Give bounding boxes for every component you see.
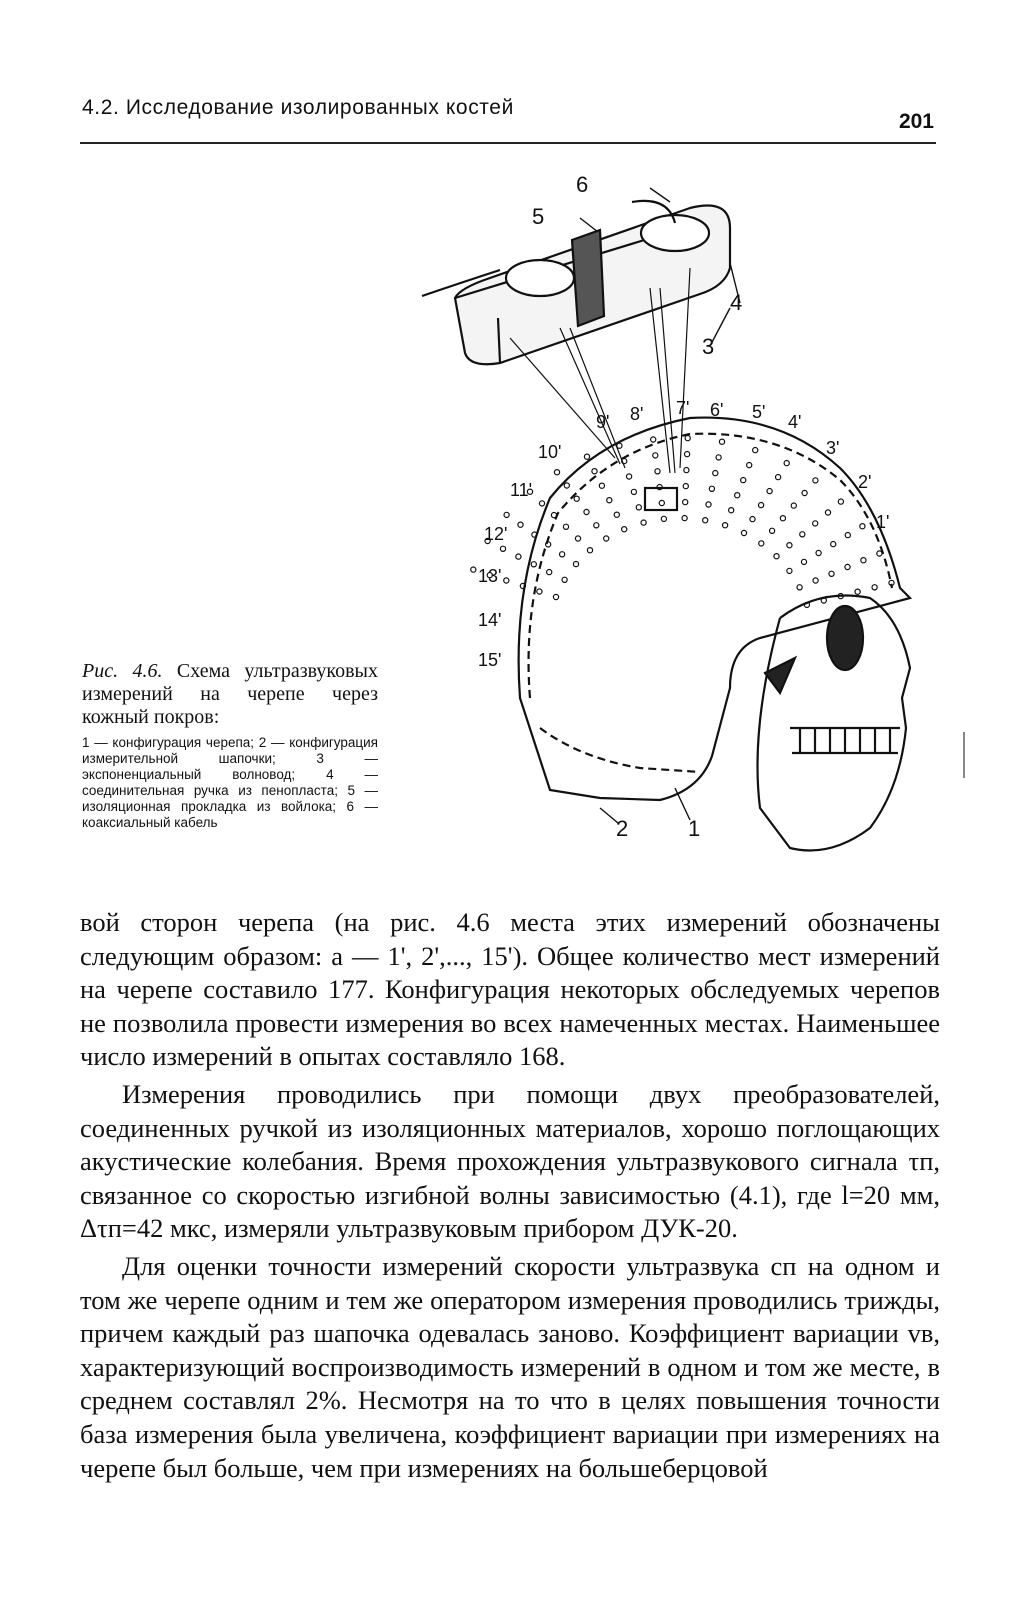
measurement-point: [627, 474, 632, 479]
measurement-point: [560, 552, 565, 557]
measurement-point: [539, 501, 544, 506]
measurement-point: [575, 536, 580, 541]
label-1p: 1': [876, 512, 890, 532]
callout-5: 5: [532, 204, 545, 229]
measurement-point: [860, 524, 865, 529]
measurement-point: [787, 543, 792, 548]
page-number: 201: [898, 110, 934, 133]
measurement-point: [831, 542, 836, 547]
measurement-point: [780, 516, 785, 521]
label-5p: 5': [752, 402, 766, 422]
measurement-point: [592, 469, 597, 474]
measurement-point: [564, 483, 569, 488]
eye-socket: [827, 606, 863, 670]
measurement-point: [573, 562, 578, 567]
label-15p: 15': [478, 650, 502, 670]
label-2p: 2': [858, 472, 872, 492]
measurement-point: [537, 589, 542, 594]
measurement-point: [636, 505, 641, 510]
measurement-point: [546, 542, 551, 547]
label-8p: 8': [630, 404, 644, 424]
skull-ultrasound-diagram: [400, 168, 960, 868]
measurement-point: [735, 493, 740, 498]
measurement-point: [653, 453, 658, 458]
skull-outline: [529, 434, 892, 772]
label-9p: 9': [596, 412, 610, 432]
measurement-point: [776, 475, 781, 480]
label-10p: 10': [538, 442, 562, 462]
measurement-point: [641, 520, 646, 525]
measurement-point: [709, 486, 714, 491]
measurement-point: [845, 564, 850, 569]
measurement-point: [750, 517, 755, 522]
label-4p: 4': [788, 412, 802, 432]
measurement-point: [753, 448, 758, 453]
measurement-point: [767, 489, 772, 494]
measurement-point: [797, 585, 802, 590]
measurement-point: [855, 589, 860, 594]
callout-3: 3: [702, 334, 715, 359]
measurement-point: [802, 490, 807, 495]
measurement-point: [741, 530, 746, 535]
label-12p: 12': [484, 524, 508, 544]
measurement-point: [747, 463, 752, 468]
label-14p: 14': [478, 610, 502, 630]
measurement-point: [587, 548, 592, 553]
measurement-point: [471, 567, 476, 572]
measurement-point: [872, 585, 877, 590]
measurement-point: [599, 483, 604, 488]
measurement-point: [813, 478, 818, 483]
measurement-point: [791, 503, 796, 508]
label-3p: 3': [826, 438, 840, 458]
measurement-point: [551, 513, 556, 518]
paragraph-2: Измерения проводились при помощи двух преобразователей, соединенных ручкой из изоляционных материалов, хорошо поглощающих акустические колебания. Время прохождения ультразвукового сигнала τп, связанное со скоростью изгибной волны зависимостью (4.1), где l=20 мм, Δτп=42 мкс, измеряли ультразвуковым прибором ДУК-20.: [80, 1078, 940, 1244]
measurement-point: [500, 546, 505, 551]
label-6p: 6': [710, 400, 724, 420]
measurement-point: [622, 527, 627, 532]
measurement-point: [604, 536, 609, 541]
measurement-point: [774, 554, 779, 559]
measurement-point: [784, 461, 789, 466]
measurement-point: [838, 499, 843, 504]
body-text: [80, 906, 940, 1485]
callout-6: 6: [576, 172, 589, 197]
measurement-point: [684, 468, 689, 473]
measurement-point: [829, 571, 834, 576]
measurement-point: [607, 498, 612, 503]
caption-title: Схема ультразвуковых измерений на черепе через кожный покров:: [82, 660, 378, 728]
measurement-point: [504, 578, 509, 583]
measurement-point: [631, 489, 636, 494]
measurement-point: [504, 512, 509, 517]
transducer-left: [506, 260, 574, 296]
measurement-point: [563, 524, 568, 529]
paragraph-3: Для оценки точности измерений скорости ультразвука cп на одном и том же черепе одним и тем же оператором измерения проводились трижды, причем каждый раз шапочка одевалась заново. Коэффициент вариации vв, характеризующий воспроизводимость измерений в одном и том же месте, в среднем составлял 2%. Несмотря на то что в целях повышения точности база измерения была увеличена, коэффициент вариации при измерениях на черепе был больше, чем при измерениях на большеберцовой: [80, 1250, 940, 1483]
section-title: 4.2. Исследование изолированных костей: [82, 96, 514, 119]
measurement-point: [703, 518, 708, 523]
measurement-point: [801, 559, 806, 564]
measurement-point: [655, 469, 660, 474]
measurement-point: [759, 503, 764, 508]
measurement-point: [562, 577, 567, 582]
measurement-point: [683, 484, 688, 489]
measurement-point: [518, 522, 523, 527]
caption-label: Рис. 4.6.: [82, 660, 163, 682]
measurement-point: [682, 516, 687, 521]
measurement-point: [729, 508, 734, 513]
paragraph-1: вой сторон черепа (на рис. 4.6 места этих измерений обозначены следующим образом: а — 1', 2',..., 15'). Общее количество мест измерений на черепе составило 177. Конфигурация некоторых обследуемых черепов не позволила провести измерения во всех намеченных местах. Наименьшее число измерений в опытах составляло 168.: [80, 907, 940, 1072]
measurement-point: [770, 528, 775, 533]
measurement-point: [617, 443, 622, 448]
measurement-point: [594, 523, 599, 528]
measurement-point: [661, 516, 666, 521]
measurement-point: [584, 454, 589, 459]
measurement-point: [685, 452, 690, 457]
measurement-point: [584, 509, 589, 514]
teeth: [790, 728, 900, 753]
figure-4-6: [400, 168, 960, 868]
measurement-point: [759, 541, 764, 546]
felt-pad: [572, 230, 604, 326]
measurement-point: [651, 437, 656, 442]
measurement-point: [845, 533, 850, 538]
measurement-point: [554, 470, 559, 475]
callout-4: 4: [730, 290, 743, 315]
label-11p: 11': [510, 480, 533, 500]
measurement-point: [816, 550, 821, 555]
label-7p: 7': [676, 398, 690, 418]
measurement-point: [716, 455, 721, 460]
measurement-point: [723, 523, 728, 528]
measurement-point: [553, 594, 558, 599]
measurement-point: [861, 558, 866, 563]
measurement-point: [741, 478, 746, 483]
callout-1: 1: [688, 816, 701, 841]
measurement-point: [813, 521, 818, 526]
running-head: [80, 92, 936, 144]
figure-caption: [82, 660, 378, 831]
probe-tip: [645, 488, 677, 510]
measurement-point: [516, 554, 521, 559]
label-13p: 13': [478, 566, 502, 586]
measurement-point: [683, 500, 688, 505]
measurement-point: [813, 578, 818, 583]
callout-2: 2: [616, 816, 629, 841]
measurement-point: [877, 551, 882, 556]
measurement-point: [531, 562, 536, 567]
measurement-point: [574, 496, 579, 501]
measurement-point: [800, 532, 805, 537]
measurement-point: [713, 471, 718, 476]
measurement-point: [719, 439, 724, 444]
measurement-point: [547, 570, 552, 575]
measurement-point: [825, 510, 830, 515]
measurement-point: [685, 436, 690, 441]
caption-legend: 1 — конфигурация черепа; 2 — конфигурация измерительной шапочки; 3 — экспоненциальный волновод; 4 — соединительная ручка из пенопласта; 5 — изоляционная прокладка из войлока; 6 — коаксиальный кабель: [82, 735, 378, 830]
measurement-point: [706, 502, 711, 507]
measurement-point: [614, 512, 619, 517]
measurement-point: [787, 568, 792, 573]
gutter-mark: [963, 732, 965, 778]
